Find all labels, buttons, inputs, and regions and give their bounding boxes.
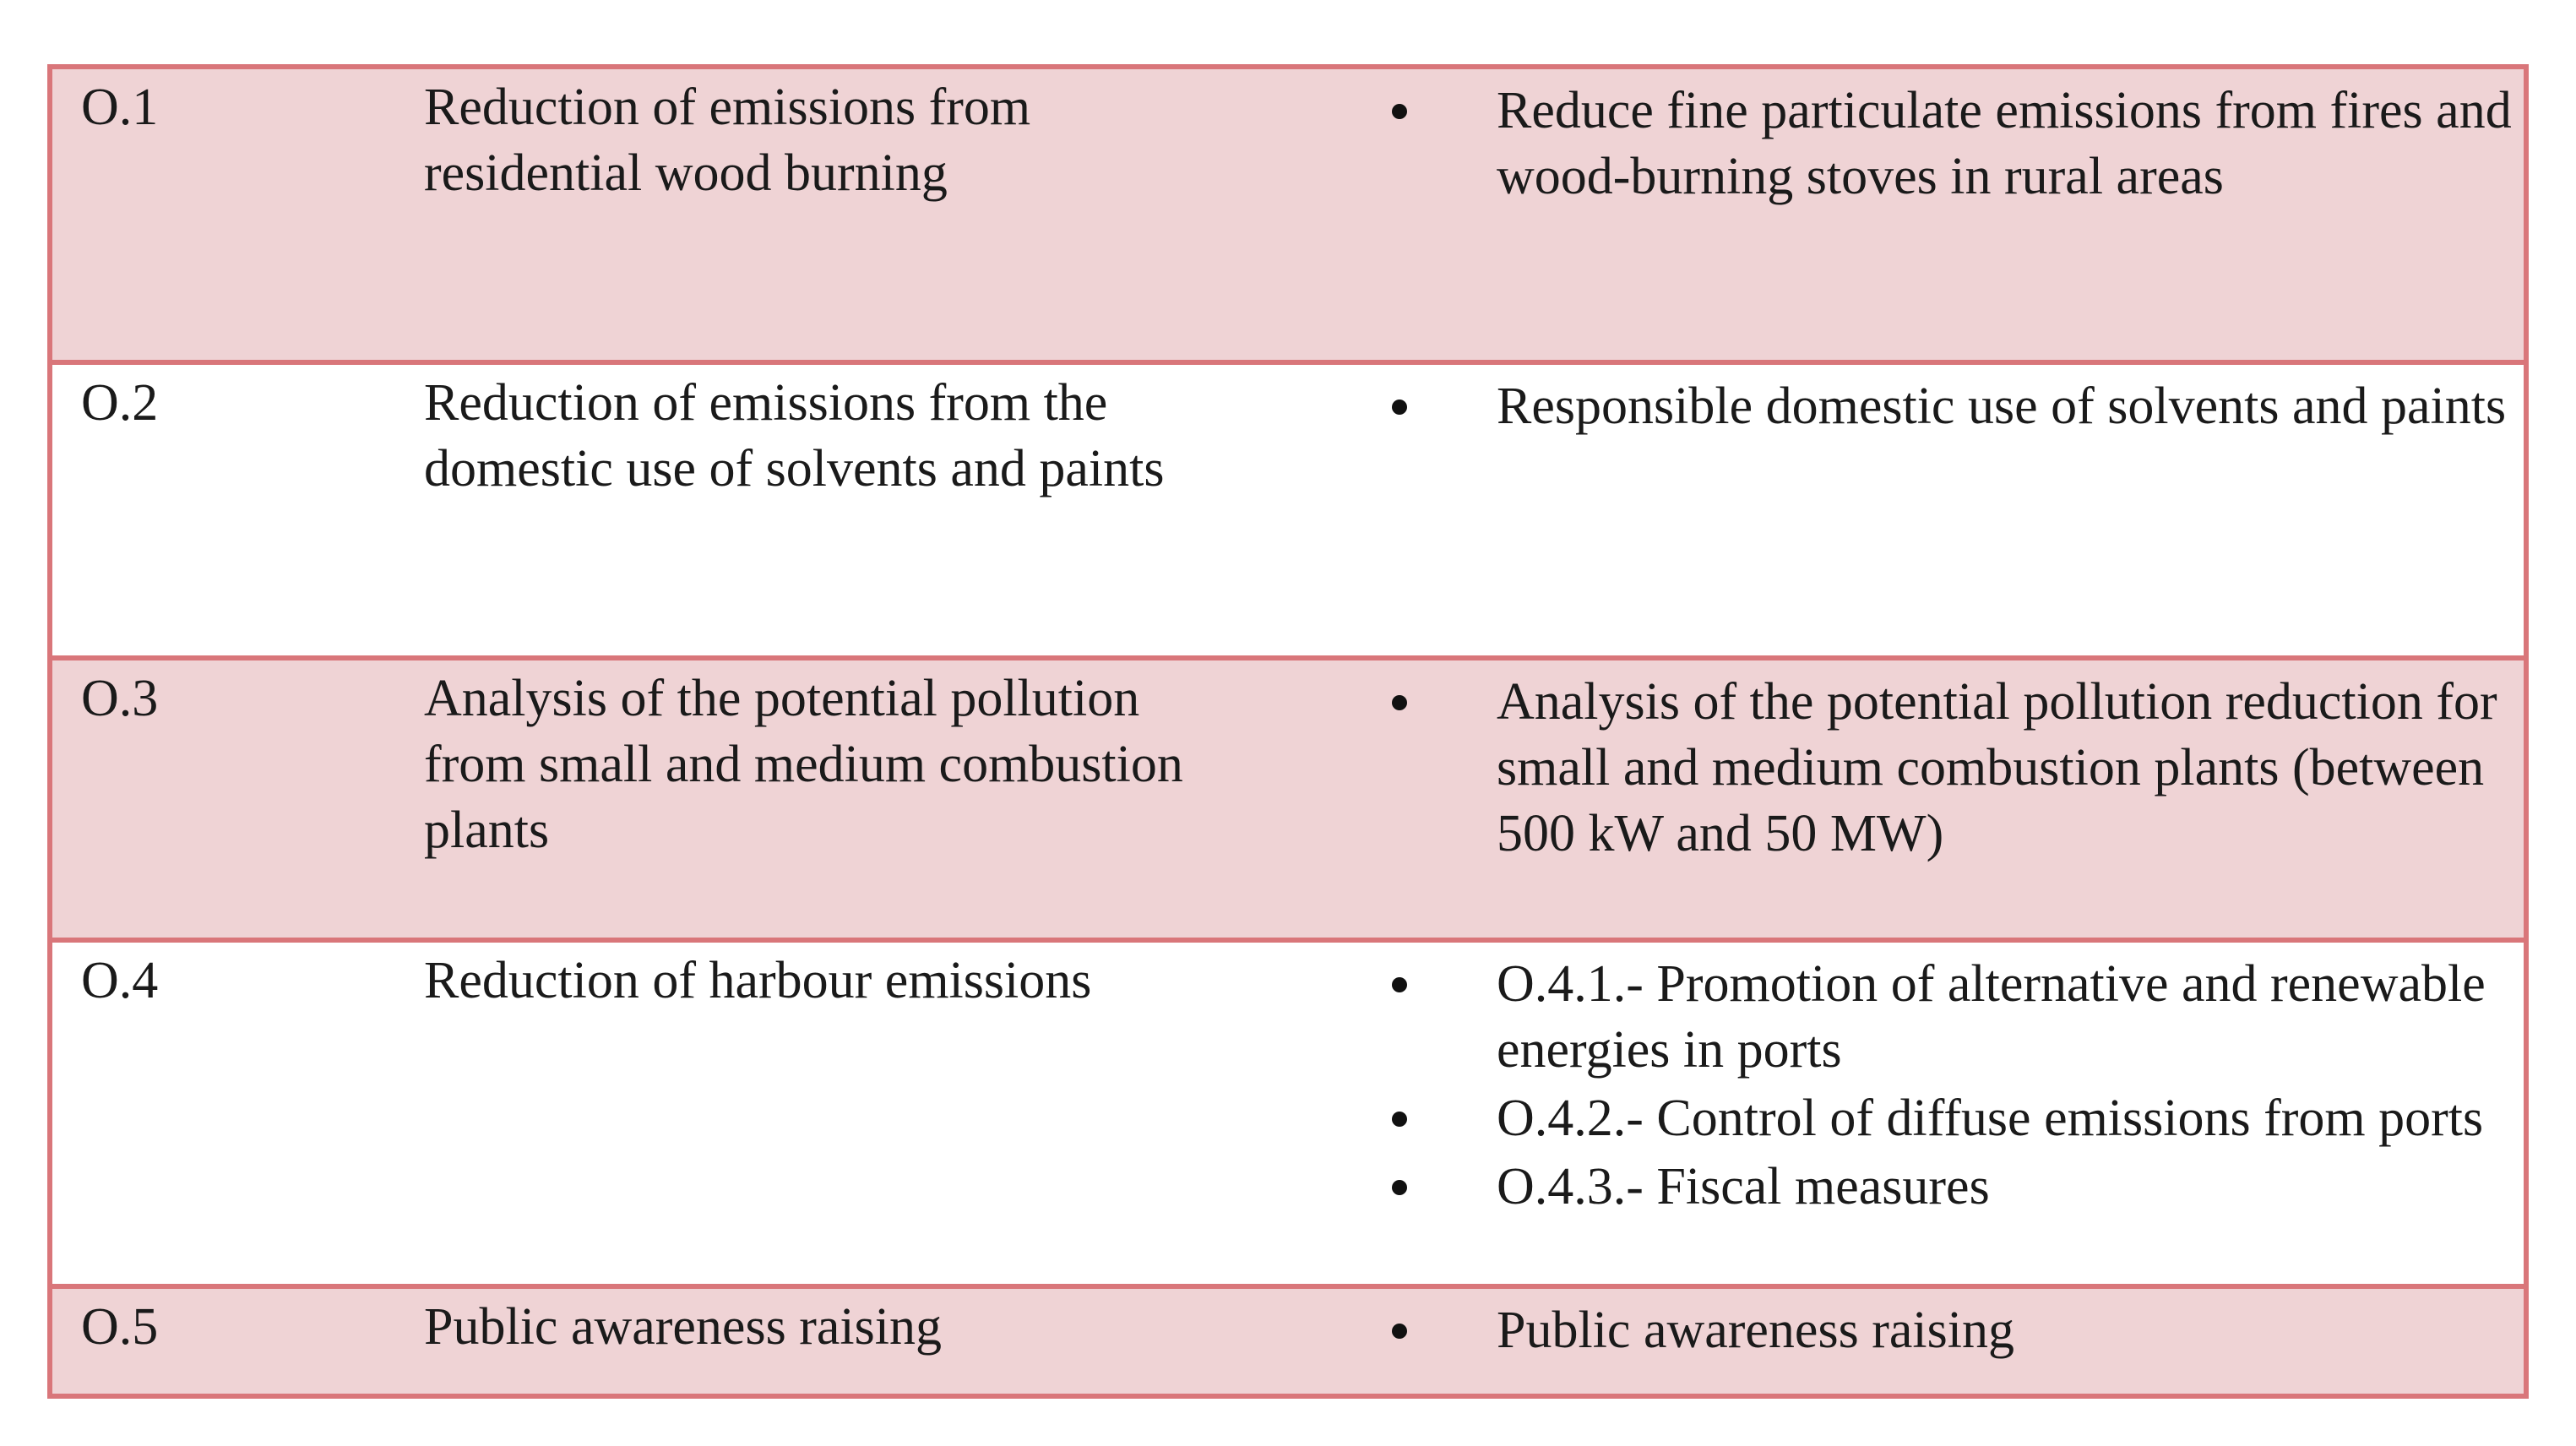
bullet-icon <box>1392 695 1407 710</box>
table-row <box>52 365 2524 660</box>
action-item <box>1345 1154 2519 1220</box>
table-row <box>52 1289 2524 1399</box>
bullet-icon <box>1392 104 1407 119</box>
action-item <box>1345 373 2519 439</box>
measures-table <box>47 64 2529 1399</box>
bullet-icon <box>1392 1324 1407 1339</box>
action-text: O.4.2.- Control of diffuse emissions from ports <box>1497 1090 2484 1147</box>
action-text: O.4.1.- Promotion of alternative and renewable energies in ports <box>1497 955 2486 1079</box>
action-list <box>1345 951 2519 1222</box>
objective-code: O.5 <box>81 1298 159 1356</box>
objective-code: O.4 <box>81 952 159 1009</box>
table-row <box>52 660 2524 943</box>
action-text: O.4.3.- Fiscal measures <box>1497 1158 1990 1215</box>
action-text: Reduce fine particulate emissions from fires and wood-burning stoves in rural areas <box>1497 82 2512 205</box>
objective-title: Reduction of harbour emissions <box>424 952 1092 1009</box>
objective-title: Analysis of the potential pollution from small and medium combustion plants <box>424 670 1183 859</box>
objective-title: Reduction of emissions from the domestic use of solvents and paints <box>424 374 1165 497</box>
action-text: Public awareness raising <box>1497 1302 2014 1359</box>
action-list <box>1345 669 2519 869</box>
table-row <box>52 69 2524 365</box>
bullet-icon <box>1392 400 1407 415</box>
objective-code: O.3 <box>81 670 159 727</box>
action-text: Analysis of the potential pollution reduction for small and medium combustion plants (between 500 kW and 50 MW) <box>1497 673 2497 862</box>
objective-code: O.1 <box>81 79 159 136</box>
action-list <box>1345 373 2519 442</box>
action-item <box>1345 1085 2519 1151</box>
objective-title: Public awareness raising <box>424 1298 942 1356</box>
bullet-icon <box>1392 977 1407 992</box>
bullet-icon <box>1392 1180 1407 1195</box>
action-item <box>1345 669 2519 867</box>
objective-title: Reduction of emissions from residential wood burning <box>424 79 1031 202</box>
action-list <box>1345 1297 2519 1366</box>
bullet-icon <box>1392 1112 1407 1127</box>
action-item <box>1345 951 2519 1083</box>
table-row <box>52 943 2524 1289</box>
action-text: Responsible domestic use of solvents and paints <box>1497 378 2507 435</box>
action-list <box>1345 78 2519 212</box>
action-item <box>1345 1297 2519 1363</box>
objective-code: O.2 <box>81 374 159 432</box>
action-item <box>1345 78 2519 209</box>
